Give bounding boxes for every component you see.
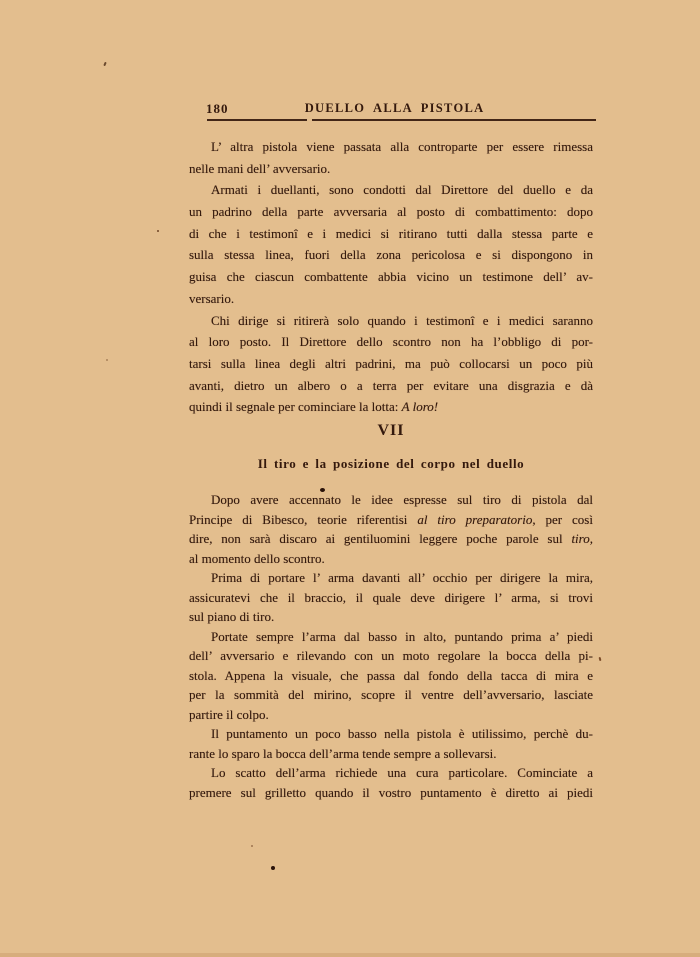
text-line: Portate sempre l’arma dal basso in alto, puntando prima a’ piedi [211,628,593,644]
intro-text-block [189,136,593,418]
text-line: Chi dirige si ritirerà solo quando i testimonî e i medici saranno [211,312,593,328]
text-line: rante lo sparo la bocca dell’arma tende sempre a sollevarsi. [189,745,497,761]
text-line: Lo scatto dell’arma richiede una cura particolare. Cominciate a [211,765,593,780]
chapter-title: Il tiro e la posizione del corpo nel duello [257,456,525,471]
text-line: Armati i duellanti, sono condotti dal Direttore del duello e da [211,182,593,198]
chapter-text-block [189,490,593,802]
text-line: premere sul grilletto quando il vostro puntamento è diretto ai piedi [189,784,593,800]
header-rule-right [312,119,596,121]
paragraph [189,568,593,627]
paragraph [189,136,593,179]
text-line: di che i testimonî e i medici si ritirano tutti dalla stessa parte e [189,225,593,241]
text-line: per la sommità del mirino, scopre il ventre dell’avversario, lasciate [189,687,593,702]
text-line: assicuratevi che il braccio, il quale deve dirigere l’ arma, si trovi [189,589,593,605]
running-title: DUELLO ALLA PISTOLA [304,101,485,115]
page-number: 180 [206,101,229,116]
ink-speck [106,359,108,361]
text-line: L’ altra pistola viene passata alla controparte per essere rimessa [211,139,593,154]
text-line: dire, non sarà discaro ai gentiluomini leggere poche parole sul tiro, [189,531,593,546]
paragraph [189,490,593,568]
text-line: tarsi sulla linea degli altri padrini, ma può collocarsi un poco più [189,355,593,371]
paragraph [189,763,593,802]
ink-dot [320,488,325,492]
ink-speck [251,845,253,847]
text-line: al loro posto. Il Direttore dello scontro non ha l’obbligo di por- [189,334,593,350]
text-line: sul piano di tiro. [189,609,275,624]
text-line: dell’ avversario e rilevando con un moto regolare la bocca della pi- [189,648,593,663]
chapter-number: VII [377,422,405,439]
page-header [189,101,593,117]
text-line: avanti, dietro un albero o a terra per evitare una disgrazia e dà [189,377,593,393]
text-line: stola. Appena la visuale, che passa dal fondo della tacca di mira e [189,667,593,683]
header-rule-left [207,119,307,121]
paragraph [189,179,593,309]
text-line: Il puntamento un poco basso nella pistola è utilissimo, perchè du- [211,726,593,741]
ink-speck [157,230,159,232]
text-line: partire il colpo. [189,706,269,722]
text-line: un padrino della parte avversaria al posto di combattimento: dopo [189,204,593,220]
scan-edge-shadow [0,953,700,957]
ink-dot [271,866,275,870]
text-line: nelle mani dell’ avversario. [189,160,331,176]
text-line: quindi il segnale per cominciare la lotta: A loro! [189,399,439,415]
text-line: al momento dello scontro. [189,550,325,566]
text-line: sulla stessa linea, fuori della zona pericolosa e si dispongono in [189,247,593,263]
paragraph [189,310,593,418]
text-line: Prima di portare l’ arma davanti all’ occhio per dirigere la mira, [211,570,593,585]
text-line: Dopo avere accennato le idee espresse sul tiro di pistola dal [211,492,593,507]
ink-speck [103,62,107,66]
paragraph [189,627,593,725]
paragraph [189,724,593,763]
ink-speck [599,657,602,661]
text-line: guisa che ciascun combattente abbia vicino un testimone dell’ av- [189,269,593,285]
text-line: Principe di Bibesco, teorie riferentisi al tiro preparatorio, per così [189,511,593,527]
text-line: versario. [189,290,235,306]
